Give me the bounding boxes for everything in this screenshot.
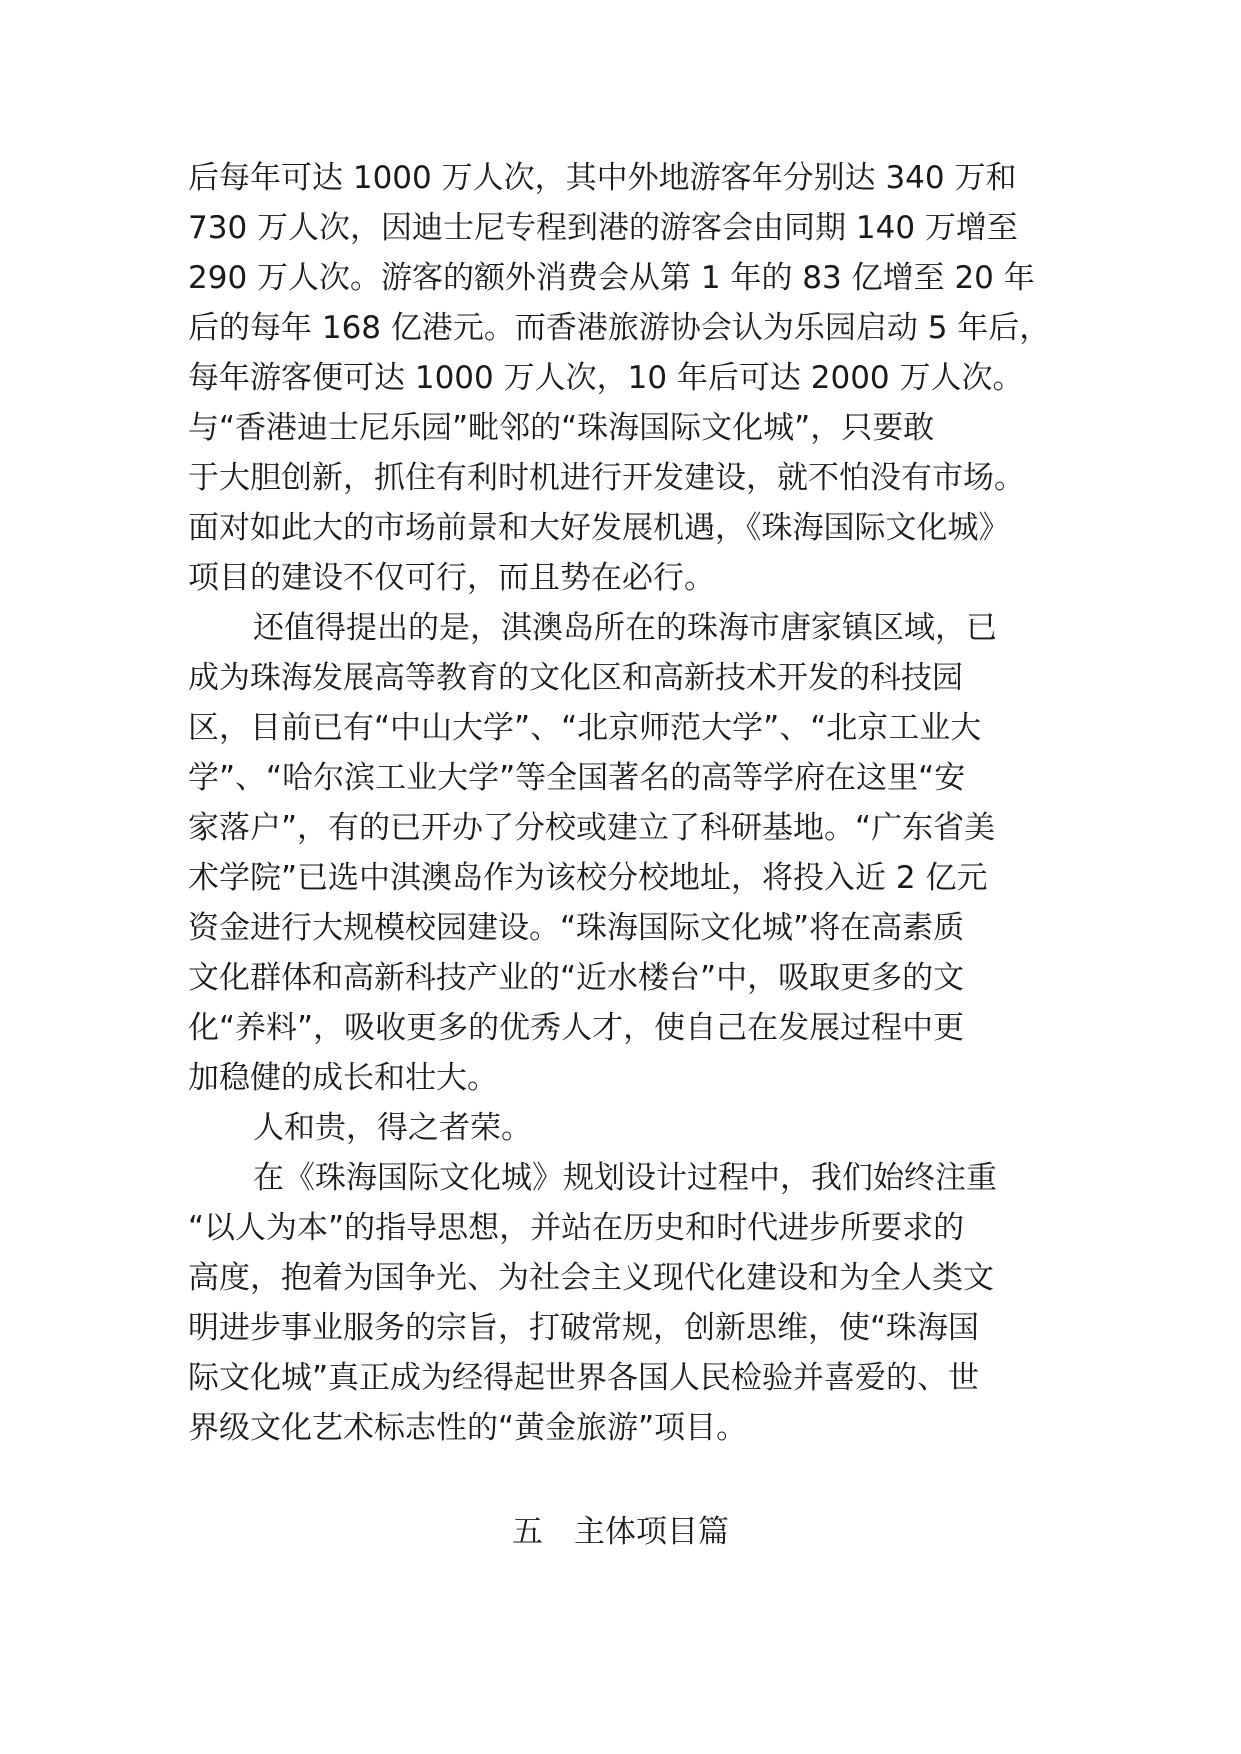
text-line: 后每年可达 1000 万人次，其中外地游客年分别达 340 万和	[188, 160, 1017, 196]
text-line: 文化群体和高新科技产业的“近水楼台”中，吸取更多的文	[188, 960, 965, 996]
text-line: 每年游客便可达 1000 万人次，10 年后可达 2000 万人次。	[188, 360, 1024, 396]
text-line: 家落户”，有的已开办了分校或建立了科研基地。“广东省美	[188, 810, 996, 846]
text-line: 界级文化艺术标志性的“黄金旅游”项目。	[188, 1410, 748, 1446]
text-line: 于大胆创新，抓住有利时机进行开发建设，就不怕没有市场。	[188, 460, 1025, 496]
text-line: 730 万人次，因迪士尼专程到港的游客会由同期 140 万增至	[188, 210, 1018, 246]
text-line: “以人为本”的指导思想，并站在历史和时代进步所要求的	[188, 1210, 965, 1246]
text-line: 学”、“哈尔滨工业大学”等全国著名的高等学府在这里“安	[188, 760, 966, 796]
text-line: 际文化城”真正成为经得起世界各国人民检验并喜爱的、世	[188, 1360, 980, 1396]
text-line: 成为珠海发展高等教育的文化区和高新技术开发的科技园	[188, 660, 963, 696]
text-line: 资金进行大规模校园建设。“珠海国际文化城”将在高素质	[188, 910, 965, 946]
text-line: 明进步事业服务的宗旨，打破常规，创新思维，使“珠海国	[188, 1310, 980, 1346]
text-line: 项目的建设不仅可行，而且势在必行。	[188, 560, 715, 596]
text-line: 化“养料”，吸收更多的优秀人才，使自己在发展过程中更	[188, 1010, 965, 1046]
section-heading: 五 主体项目篇	[512, 1514, 729, 1550]
paragraph-first-line: 在《珠海国际文化城》规划设计过程中，我们始终注重	[253, 1160, 997, 1196]
text-line: 面对如此大的市场前景和大好发展机遇，《珠海国际文化城》	[188, 510, 1010, 546]
text-line: 与“香港迪士尼乐园”毗邻的“珠海国际文化城”，只要敢	[188, 410, 935, 446]
paragraph-first-line: 还值得提出的是，淇澳岛所在的珠海市唐家镇区域，已	[253, 610, 997, 646]
text-line: 术学院”已选中淇澳岛作为该校分校地址，将投入近 2 亿元	[188, 860, 988, 896]
text-line: 后的每年 168 亿港元。而香港旅游协会认为乐园启动 5 年后，	[188, 310, 1051, 346]
paragraph-first-line: 人和贵，得之者荣。	[253, 1110, 532, 1146]
text-line: 高度，抱着为国争光、为社会主义现代化建设和为全人类文	[188, 1260, 994, 1296]
text-line: 290 万人次。游客的额外消费会从第 1 年的 83 亿增至 20 年	[188, 260, 1035, 296]
text-line: 区，目前已有“中山大学”、“北京师范大学”、“北京工业大	[188, 710, 982, 746]
text-line: 加稳健的成长和壮大。	[188, 1060, 498, 1096]
